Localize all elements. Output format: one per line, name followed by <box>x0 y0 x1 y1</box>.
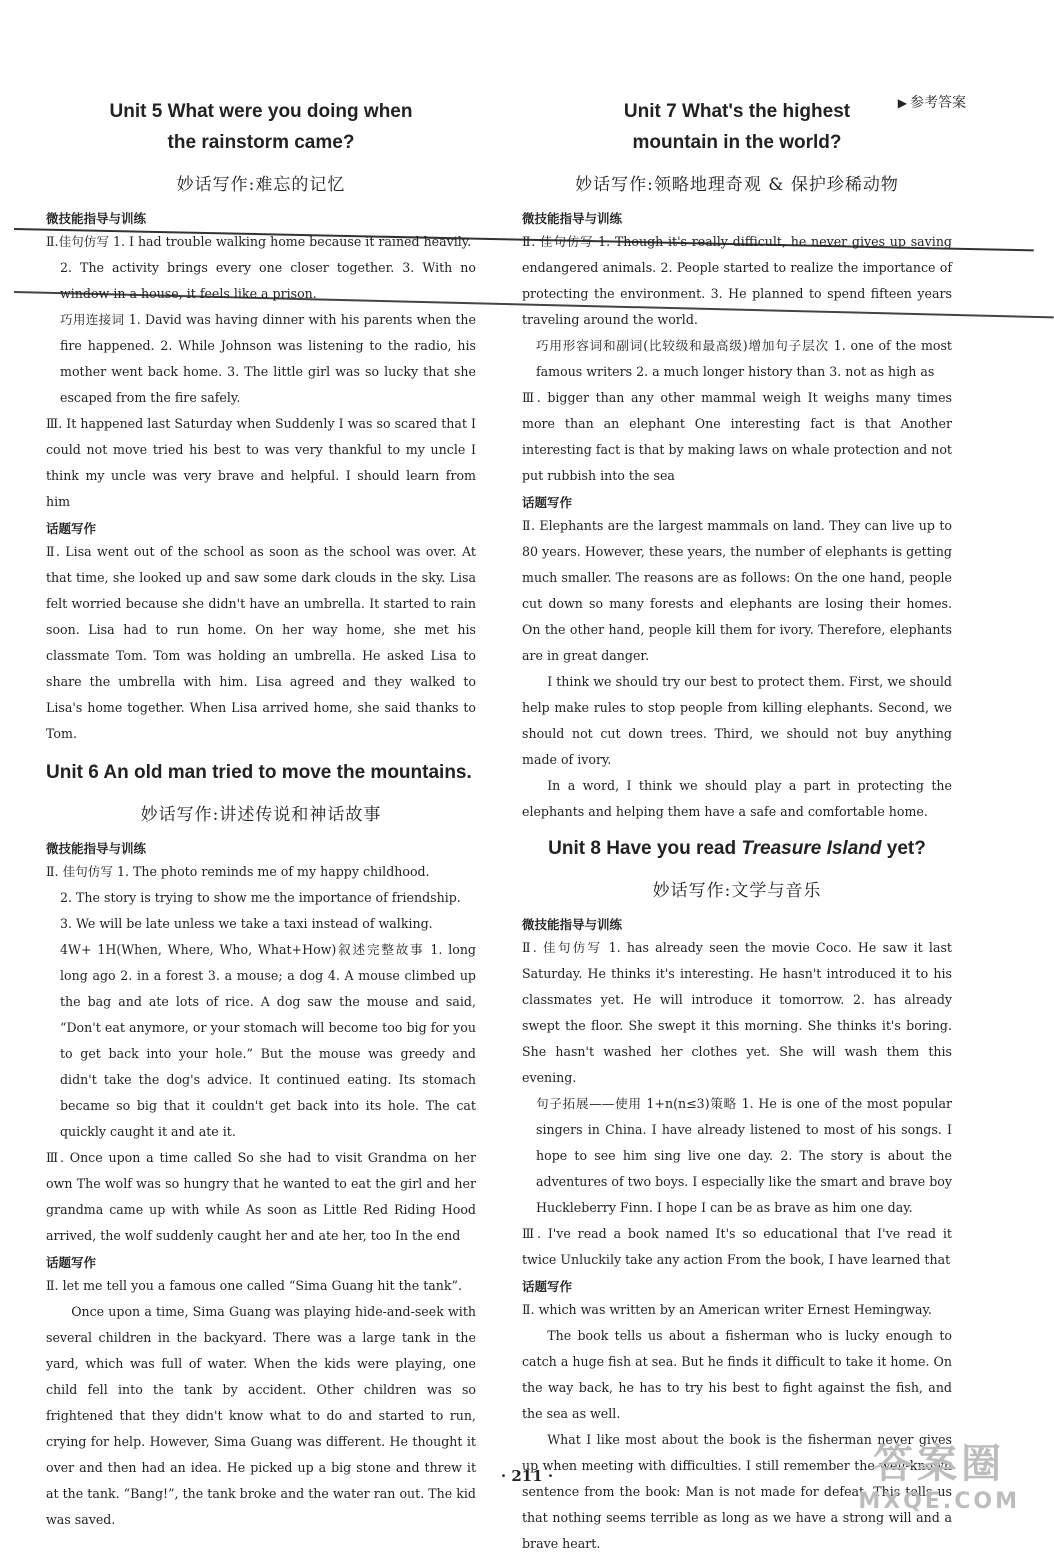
unit5-para: Ⅱ.佳句仿写 1. I had trouble walking home because it rained heavily. <box>46 234 472 249</box>
unit6-subtitle: 妙话写作:讲述传说和神话故事 <box>140 805 382 825</box>
unit5-title-line1: Unit 5 What were you doing when <box>109 101 413 122</box>
unit5-para: Ⅲ. It happened last Saturday when Suddenly I was so scared that I could not move tried his best to was very thankful to my uncle I think my uncle was very brave and helpful. I should learn from him <box>46 416 476 509</box>
unit8-essay-para: The book tells us about a fisherman who is lucky enough to catch a huge fish at sea. But he finds it difficult to take it home. On the way back, he has to try his best to fight against the fish, and the sea as well. <box>522 1328 952 1421</box>
unit8-title-pre: Unit 8 Have you read <box>548 838 742 859</box>
unit6-para: 4W+ 1H(When, Where, Who, What+How)叙述完整故事 1. long long ago 2. in a forest 3. a mouse; a dog 4. A mouse climbed up the bag and ate lots of rice. A dog saw the mouse and said, “Don't eat anymore, or your stomach will become too big for you to get back into your hole.” But the mouse was greedy and didn't take the dog's advice. It continued eating. Its stomach became so big that it couldn't get back into its hole. The cat quickly caught it and ate it. <box>60 942 476 1139</box>
unit7-para: Ⅲ. bigger than any other mammal weigh It weighs many times more than an elephant One interesting fact is that Another interesting fact is that by making laws on whale protection and not put rubbish into the sea <box>522 390 952 483</box>
unit5-para: 2. The activity brings every one closer together. 3. With no window in a house, it feels like a prison. <box>60 260 476 301</box>
unit6-section-skills: 微技能指导与训练 <box>46 841 147 856</box>
header-tag-label: 参考答案 <box>910 95 966 111</box>
right-column <box>522 96 952 1557</box>
watermark-small: MXQE.COM <box>858 1489 1020 1514</box>
unit8-section-topic: 话题写作 <box>522 1279 573 1294</box>
unit7-essay-para: In a word, I think we should play a part in protecting the elephants and helping them have a safe and comfortable home. <box>522 778 952 819</box>
unit8-subtitle: 妙话写作:文学与音乐 <box>652 881 822 901</box>
unit8-title-post: yet? <box>881 838 926 859</box>
page-number: · 211 · <box>500 1467 554 1485</box>
unit8-title-book: Treasure Island <box>741 838 882 859</box>
unit7-subtitle: 妙话写作:领略地理奇观 & 保护珍稀动物 <box>575 175 899 195</box>
unit5-title-line2: the rainstorm came? <box>167 132 355 153</box>
unit7-title-line1: Unit 7 What's the highest <box>623 101 851 122</box>
unit6-para: Ⅱ. 佳句仿写 1. The photo reminds me of my happy childhood. <box>46 864 430 879</box>
triangle-icon: ▶ <box>897 96 907 110</box>
unit7-section-skills: 微技能指导与训练 <box>522 211 623 226</box>
unit7-para: 巧用形容词和副词(比较级和最高级)增加句子层次 1. one of the most famous writers 2. a much longer history than 3. not as high as <box>536 338 952 379</box>
unit6-essay-intro: Ⅱ. let me tell you a famous one called “Sima Guang hit the tank”. <box>46 1278 462 1293</box>
unit8-para: Ⅲ. I've read a book named It's so educational that I've read it twice Unluckily take any action From the book, I have learned that <box>522 1226 952 1267</box>
left-column <box>46 96 476 1533</box>
unit5-title <box>46 96 476 158</box>
unit7-para: Ⅱ. 佳句仿写 1. Though it's really difficult, he never gives up saving endangered animals. 2. People started to realize the importance of protecting the environment. 3. He planned to spend fifteen years traveling around the world. <box>522 234 952 327</box>
unit7-section-topic: 话题写作 <box>522 495 573 510</box>
unit8-section-skills: 微技能指导与训练 <box>522 917 623 932</box>
unit6-para: 2. The story is trying to show me the importance of friendship. <box>60 890 461 905</box>
unit5-essay: Ⅱ. Lisa went out of the school as soon as the school was over. At that time, she looked up and saw some dark clouds in the sky. Lisa felt worried because she didn't have an umbrella. It started to rain soon. Lisa had to run home. On her way home, she met his classmate Tom. Tom was holding an umbrella. He asked Lisa to share the umbrella with him. Lisa agreed and they walked to Lisa's home together. When Lisa arrived home, she said thanks to Tom. <box>46 544 476 741</box>
unit6-title: Unit 6 An old man tried to move the mountains. <box>46 762 472 783</box>
unit6-section-topic: 话题写作 <box>46 1255 97 1270</box>
unit7-essay-para: I think we should try our best to protect them. First, we should help make rules to stop people from killing elephants. Second, we should not cut down trees. Third, we should not buy anything made of ivory. <box>522 674 952 767</box>
unit8-para: Ⅱ. 佳句仿写 1. has already seen the movie Coco. He saw it last Saturday. He thinks it's interesting. He hasn't introduced it to his classmates yet. He will introduce it tomorrow. 2. has already swept the floor. She swept it this morning. She thinks it's boring. She hasn't washed her clothes yet. She will wash them this evening. <box>522 940 952 1085</box>
unit8-para: 句子拓展——使用 1+n(n≤3)策略 1. He is one of the most popular singers in China. I have already listened to most of his songs. I hope to see him sing live one day. 2. The story is about the adventures of two boys. I especially like the smart and brave boy Huckleberry Finn. I hope I can be as brave as him one day. <box>536 1096 952 1215</box>
unit5-section-topic: 话题写作 <box>46 521 97 536</box>
unit5-section-skills: 微技能指导与训练 <box>46 211 147 226</box>
unit8-essay-para: What I like most about the book is the fisherman never gives up when meeting with difficulties. I still remember the well-known sentence from the book: Man is not made for defeat. This tells us that nothing seems terrible as long as we have a strong will and a brave heart. <box>522 1432 952 1551</box>
watermark-big: 答案圈 <box>873 1441 1006 1487</box>
unit8-title <box>522 833 952 864</box>
unit6-para: 3. We will be late unless we take a taxi instead of walking. <box>60 916 433 931</box>
unit5-para: 巧用连接词 1. David was having dinner with his parents when the fire happened. 2. While Johnson was listening to the radio, his mother went back home. 3. The little girl was so lucky that she escaped from the fire safely. <box>60 312 476 405</box>
unit5-subtitle: 妙话写作:难忘的记忆 <box>176 175 346 195</box>
unit7-essay-para: Ⅱ. Elephants are the largest mammals on land. They can live up to 80 years. However, these years, the number of elephants is getting much smaller. The reasons are as follows: On the one hand, people cut down so many forests and elephants are losing their homes. On the other hand, people kill them for ivory. Therefore, elephants are in great danger. <box>522 518 952 663</box>
watermark-logo <box>858 1432 1020 1514</box>
unit6-para: Ⅲ. Once upon a time called So she had to visit Grandma on her own The wolf was so hungry that he wanted to eat the girl and her grandma came up with while As soon as Little Red Riding Hood arrived, the wolf suddenly caught her and ate her, too In the end <box>46 1150 476 1243</box>
unit7-title <box>522 96 952 158</box>
unit7-title-line2: mountain in the world? <box>632 132 842 153</box>
unit8-essay-intro: Ⅱ. which was written by an American writer Ernest Hemingway. <box>522 1302 932 1317</box>
unit6-essay-body: Once upon a time, Sima Guang was playing hide-and-seek with several children in the backyard. There was a large tank in the yard, which was full of water. When the kids were playing, one child fell into the tank by accident. Other children was so frightened that they didn't know what to do and started to run, crying for help. However, Sima Guang was different. He thought it over and then had an idea. He picked up a big stone and threw it at the tank. “Bang!”, the tank broke and the water ran out. The kid was saved. <box>46 1304 476 1527</box>
